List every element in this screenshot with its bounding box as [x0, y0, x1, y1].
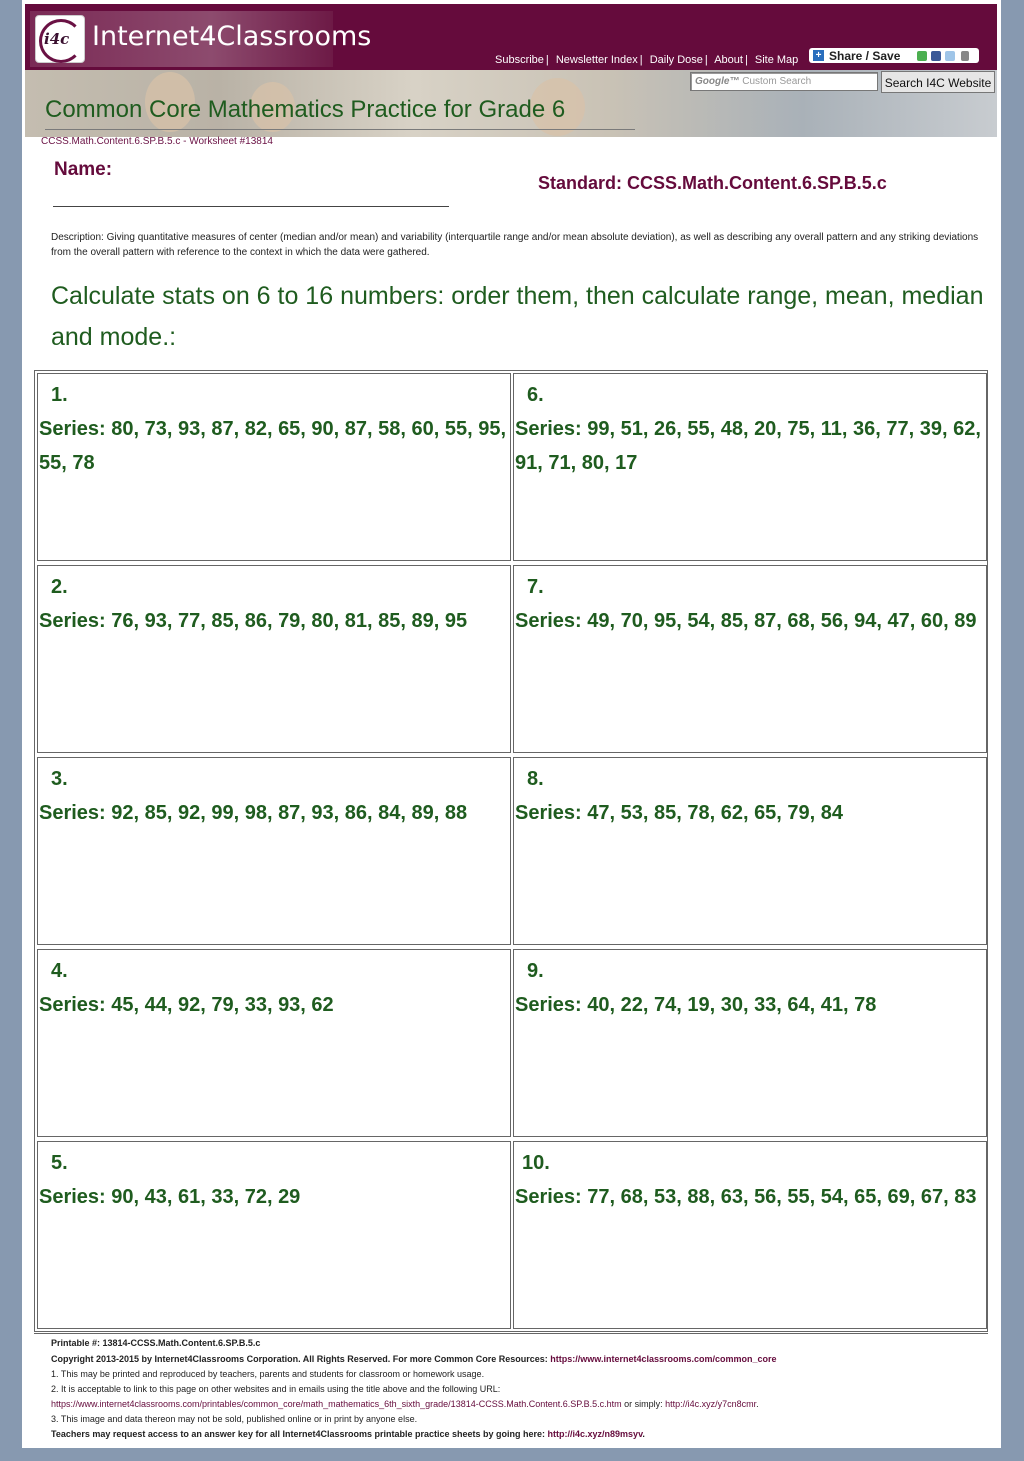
problem-cell: [513, 949, 987, 1137]
nav-subscribe[interactable]: Subscribe: [495, 54, 544, 66]
hero-banner: [25, 70, 997, 137]
problem-number: 3.: [51, 768, 68, 790]
name-line: [53, 206, 449, 207]
problem-cell: [37, 373, 511, 561]
answer-key-link[interactable]: http://i4c.xyz/n89msyv: [547, 1429, 643, 1439]
problem-number: 9.: [527, 960, 544, 982]
problem-cell: [513, 757, 987, 945]
problem-number: 4.: [51, 960, 68, 982]
common-core-link[interactable]: https://www.internet4classrooms.com/common_core: [550, 1354, 777, 1364]
problem-series: Series: 47, 53, 85, 78, 62, 65, 79, 84: [515, 802, 844, 824]
worksheet-page: [22, 0, 1001, 1448]
long-url-link[interactable]: https://www.internet4classrooms.com/printables/common_core/math_mathematics_6th_sixth_grade/13814-CCSS.Math.Content.6.SP.B.5.c.htm: [51, 1399, 622, 1409]
problem-cell: [513, 373, 987, 561]
problem-series: Series: 49, 70, 95, 54, 85, 87, 68, 56, 94, 47, 60, 89: [515, 610, 977, 632]
twitter-icon[interactable]: [945, 51, 955, 61]
problem-series: Series: 77, 68, 53, 88, 63, 56, 55, 54, 65, 69, 67, 83: [515, 1186, 977, 1208]
nav-site-map[interactable]: Site Map: [754, 54, 799, 66]
problem-cell: [37, 565, 511, 753]
answer-key-note: Teachers may request access to an answer key for all Internet4Classrooms printable practice sheets by going here: http://i4c.xyz/n89msyv.: [51, 1429, 645, 1439]
problem-cell: [513, 565, 987, 753]
breadcrumb[interactable]: CCSS.Math.Content.6.SP.B.5.c - Worksheet #13814: [41, 136, 273, 147]
description-text: Description: Giving quantitative measures of center (median and/or mean) and variability (interquartile range and/or mean absolute deviation), as well as describing any overall pattern and any striking deviations from the overall pattern with reference to the context in which the data were gathered.: [51, 232, 979, 258]
problem-cell: [513, 1141, 987, 1329]
instructions-heading: Calculate stats on 6 to 16 numbers: order them, then calculate range, mean, median and mode.:: [51, 282, 984, 351]
problem-number: 7.: [527, 576, 544, 598]
short-url-link[interactable]: http://i4c.xyz/y7cn8cmr: [665, 1399, 757, 1409]
i4c-logo-icon: i4c: [35, 15, 85, 63]
site-logo[interactable]: [30, 11, 372, 67]
worksheet-url: https://www.internet4classrooms.com/printables/common_core/math_mathematics_6th_sixth_grade/13814-CCSS.Math.Content.6.SP.B.5.c.htm or simply: http://i4c.xyz/y7cn8cmr.: [51, 1399, 759, 1409]
problem-series: Series: 90, 43, 61, 33, 72, 29: [39, 1186, 301, 1208]
problem-cell: [37, 949, 511, 1137]
name-label: Name:: [54, 159, 113, 180]
problem-number: 10.: [522, 1152, 550, 1174]
nav-daily-dose[interactable]: Daily Dose: [649, 54, 703, 66]
problem-series: Series: 99, 51, 26, 55, 48, 20, 75, 11, 36, 77, 39, 62, 91, 71, 80, 17: [515, 418, 981, 474]
copyright: Copyright 2013-2015 by Internet4Classrooms Corporation. All Rights Reserved. For more Common Core Resources: https://www.internet4classrooms.com/common_core: [51, 1354, 777, 1364]
problem-number: 2.: [51, 576, 68, 598]
usage-note-2: 2. It is acceptable to link to this page on other websites and in emails using the title above and the following URL:: [51, 1384, 501, 1394]
share-plus-icon: +: [813, 50, 824, 61]
search-input[interactable]: Google™ Custom Search: [690, 72, 878, 91]
page-title: Common Core Mathematics Practice for Grade 6: [45, 96, 566, 123]
problem-cell: [37, 757, 511, 945]
email-share-icon[interactable]: [917, 51, 927, 61]
search-button[interactable]: Search I4C Website: [881, 71, 995, 93]
problem-number: 1.: [51, 384, 68, 406]
problem-series: Series: 40, 22, 74, 19, 30, 33, 64, 41, 78: [515, 994, 877, 1016]
usage-note-1: 1. This may be printed and reproduced by teachers, parents and students for classroom or homework usage.: [51, 1369, 485, 1379]
problem-series: Series: 76, 93, 77, 85, 86, 79, 80, 81, 85, 89, 95: [39, 610, 468, 632]
worksheet-footer: [34, 1333, 988, 1445]
problem-series: Series: 45, 44, 92, 79, 33, 93, 62: [39, 994, 334, 1016]
top-nav: Subscribe | Newsletter Index | Daily Dose | About | Site Map: [495, 54, 799, 66]
more-share-icon[interactable]: [961, 51, 969, 61]
problem-grid: [34, 370, 988, 1332]
facebook-icon[interactable]: [931, 51, 941, 61]
printable-number: Printable #: 13814-CCSS.Math.Content.6.SP.B.5.c: [51, 1338, 261, 1348]
usage-note-3: 3. This image and data thereon may not be sold, published online or in print by anyone else.: [51, 1414, 418, 1424]
standard-label: Standard: CCSS.Math.Content.6.SP.B.5.c: [538, 173, 887, 193]
nav-about[interactable]: About: [714, 54, 743, 66]
nav-newsletter-index[interactable]: Newsletter Index: [555, 54, 638, 66]
problem-number: 8.: [527, 768, 544, 790]
problem-series: Series: 80, 73, 93, 87, 82, 65, 90, 87, 58, 60, 55, 95, 55, 78: [39, 418, 507, 474]
problem-cell: [37, 1141, 511, 1329]
problem-series: Series: 92, 85, 92, 99, 98, 87, 93, 86, 84, 89, 88: [39, 802, 468, 824]
share-save-button[interactable]: + Share / Save: [809, 48, 979, 63]
problem-number: 5.: [51, 1152, 68, 1174]
title-divider: [45, 129, 635, 130]
problem-number: 6.: [527, 384, 544, 406]
site-banner: [25, 4, 997, 70]
brand-name: Internet4Classrooms: [92, 21, 372, 52]
